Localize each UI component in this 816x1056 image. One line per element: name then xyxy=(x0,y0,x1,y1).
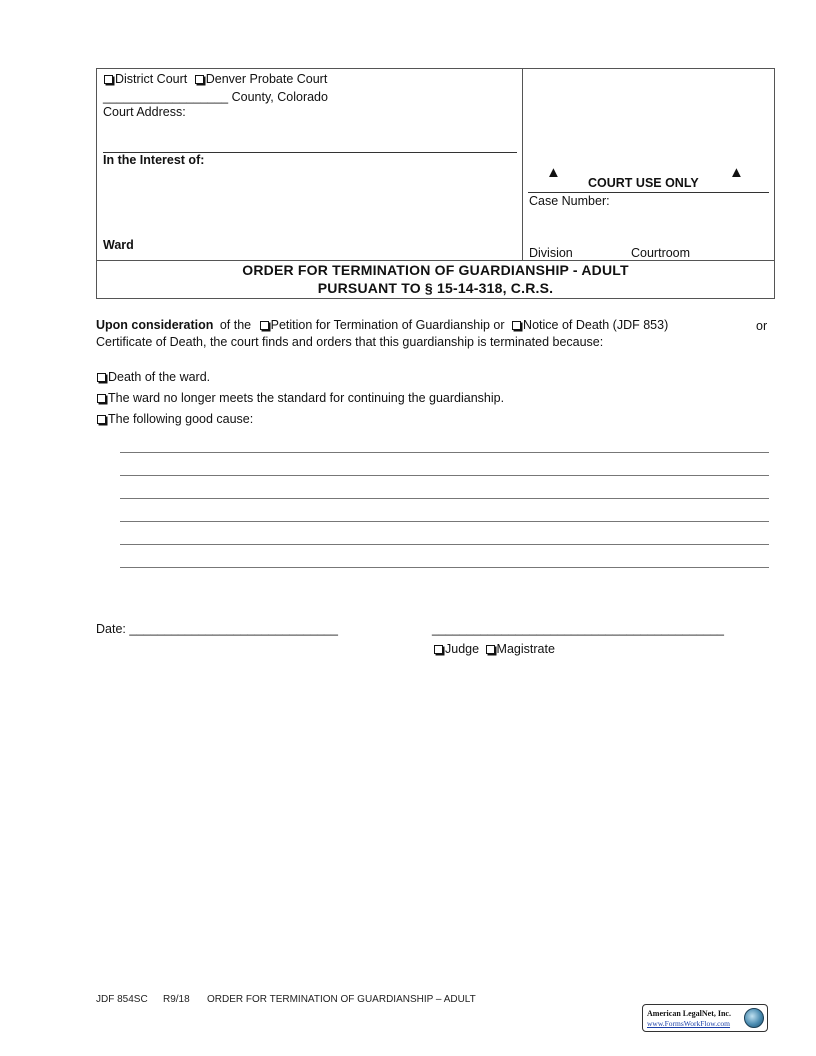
reason-death-label: Death of the ward. xyxy=(108,370,211,384)
signer-role xyxy=(434,642,555,656)
notice-of-death-checkbox[interactable] xyxy=(512,321,521,330)
triangle-left-icon: ▲ xyxy=(546,164,561,181)
magistrate-checkbox[interactable] xyxy=(486,645,495,654)
case-number-label: Case Number: xyxy=(529,194,610,208)
reason-good-cause-item xyxy=(97,412,253,426)
of-the-text: of the xyxy=(219,318,252,332)
logo-company-name: American LegalNet, Inc. xyxy=(647,1009,731,1018)
reason-good-cause-label: The following good cause: xyxy=(108,412,254,426)
magistrate-label: Magistrate xyxy=(496,642,555,656)
upon-consideration-label: Upon consideration xyxy=(96,318,214,332)
reason-standard-item xyxy=(97,391,504,405)
in-interest-label: In the Interest of: xyxy=(103,153,205,167)
district-court-checkbox[interactable] xyxy=(104,75,113,84)
denver-probate-label: Denver Probate Court xyxy=(205,72,328,86)
petition-label: Petition for Termination of Guardianship or xyxy=(270,318,505,332)
globe-icon xyxy=(744,1008,764,1028)
reason-standard-label: The ward no longer meets the standard for continuing the guardianship. xyxy=(108,391,505,405)
date-label: Date: xyxy=(96,622,126,636)
footer-form-title: ORDER FOR TERMINATION OF GUARDIANSHIP – ADULT xyxy=(207,994,476,1005)
courtroom-label: Courtroom xyxy=(631,246,691,260)
division-label: Division xyxy=(529,246,573,260)
document-title-line2: PURSUANT TO § 15-14-318, C.R.S. xyxy=(317,280,554,296)
logo-url-link[interactable]: www.FormsWorkFlow.com xyxy=(647,1019,731,1028)
reason-death-item xyxy=(97,370,210,384)
denver-probate-checkbox[interactable] xyxy=(195,75,204,84)
good-cause-line[interactable] xyxy=(120,498,769,499)
date-field xyxy=(96,622,338,636)
triangle-right-icon: ▲ xyxy=(729,164,744,181)
court-use-only-label: COURT USE ONLY xyxy=(588,176,699,190)
document-title-line1: ORDER FOR TERMINATION OF GUARDIANSHIP - ADULT xyxy=(242,262,629,278)
caption-divider-horizontal xyxy=(96,260,775,261)
judge-checkbox[interactable] xyxy=(434,645,443,654)
date-line[interactable]: ______________________________ xyxy=(129,622,338,636)
reason-death-checkbox[interactable] xyxy=(97,373,106,382)
reason-standard-checkbox[interactable] xyxy=(97,394,106,403)
signature-line[interactable]: __________________________________________ xyxy=(432,622,724,636)
consideration-line2: Certificate of Death, the court finds and orders that this guardianship is terminated because: xyxy=(96,335,604,349)
american-legalnet-logo[interactable] xyxy=(642,1004,768,1032)
court-use-underline xyxy=(528,192,769,193)
footer-revision: R9/18 xyxy=(163,994,190,1005)
notice-of-death-label: Notice of Death (JDF 853) xyxy=(523,318,669,332)
good-cause-line[interactable] xyxy=(120,475,769,476)
good-cause-line[interactable] xyxy=(120,452,769,453)
consideration-line1 xyxy=(96,318,768,332)
good-cause-line[interactable] xyxy=(120,567,769,568)
court-selection xyxy=(104,72,327,86)
county-line[interactable]: __________________ County, Colorado xyxy=(103,90,328,104)
or-word: or xyxy=(756,319,768,333)
ward-label: Ward xyxy=(103,238,134,252)
reason-good-cause-checkbox[interactable] xyxy=(97,415,106,424)
good-cause-line[interactable] xyxy=(120,521,769,522)
footer-form-id: JDF 854SC xyxy=(96,994,148,1005)
caption-divider-vertical xyxy=(522,68,523,261)
court-address-label: Court Address: xyxy=(103,105,186,119)
judge-label: Judge xyxy=(445,642,480,656)
petition-checkbox[interactable] xyxy=(260,321,269,330)
district-court-label: District Court xyxy=(115,72,188,86)
good-cause-line[interactable] xyxy=(120,544,769,545)
